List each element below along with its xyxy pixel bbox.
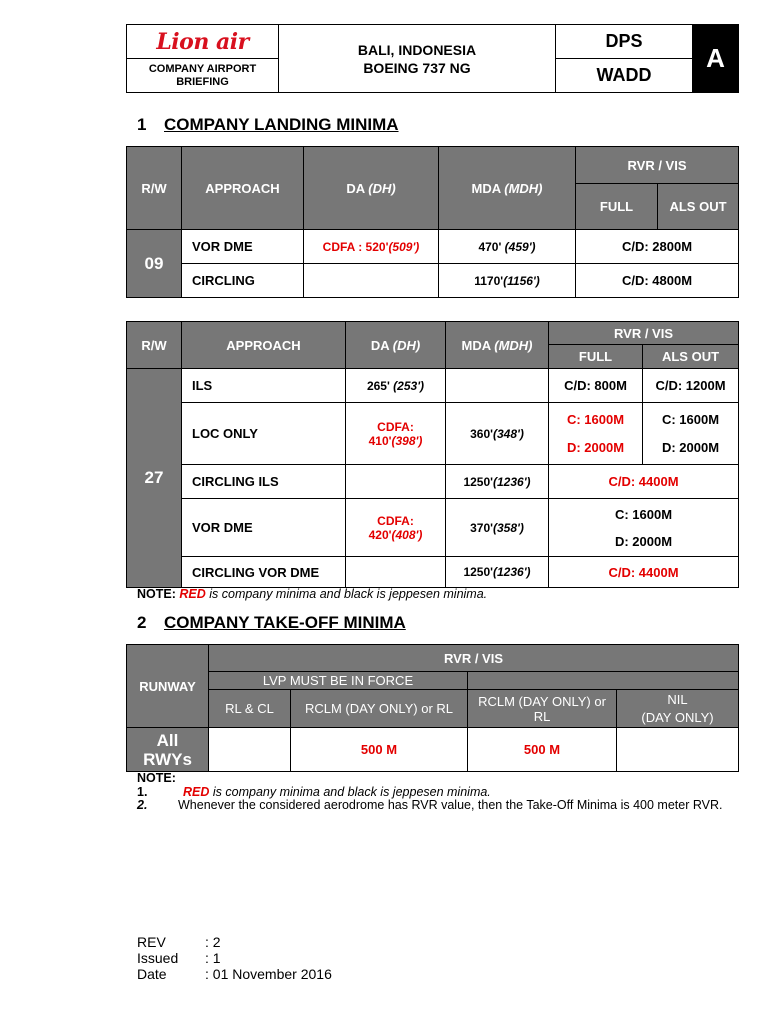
issued-value: : 1: [205, 950, 221, 966]
col-runway: RUNWAY: [127, 645, 209, 728]
approach-circling-ils: CIRCLING ILS: [182, 465, 346, 499]
rvr-value: C/D: 2800M: [576, 230, 739, 264]
landing-minima-rwy09-table: [126, 146, 739, 298]
da-value: [304, 264, 439, 298]
da-value: 265' (253'): [346, 369, 446, 403]
section1-title: COMPANY LANDING MINIMA: [164, 115, 399, 134]
revision-block: [137, 934, 332, 982]
company-briefing: COMPANY AIRPORT BRIEFING: [127, 59, 279, 93]
logo-text: Lion air: [156, 28, 249, 55]
rvr-full: C/D: 800M: [549, 369, 643, 403]
table-row: [127, 230, 739, 264]
value-rl-cl: [209, 728, 291, 772]
note-item-1-num: 1.: [137, 785, 148, 799]
section1-number: 1: [137, 115, 147, 134]
mda-value: 360'(348'): [446, 403, 549, 465]
note-takeoff-label: NOTE:: [137, 771, 176, 785]
col-approach: APPROACH: [182, 322, 346, 369]
rvr-als-out: C/D: 1200M: [643, 369, 739, 403]
col-mda: MDA (MDH): [439, 147, 576, 230]
col-rl-cl: RL & CL: [209, 690, 291, 728]
landing-minima-rwy27-table: [126, 321, 739, 588]
da-value: [346, 557, 446, 588]
note-item-1: RED is company minima and black is jeppesen minima.: [183, 785, 491, 799]
all-rwys: All RWYs: [127, 728, 209, 772]
issued-label: Issued: [137, 950, 179, 966]
header-box: [126, 24, 739, 93]
mda-value: 1170'(1156'): [439, 264, 576, 298]
location: BALI, INDONESIA: [357, 41, 477, 58]
value-rclm-2: 500 M: [468, 728, 617, 772]
rvr-als-out: C: 1600M D: 2000M: [643, 403, 739, 465]
rev-label: REV: [137, 934, 166, 950]
approach-vor-dme: VOR DME: [182, 499, 346, 557]
col-rvr-vis: RVR / VIS: [576, 147, 739, 184]
date-label: Date: [137, 966, 167, 982]
rvr-value: C/D: 4800M: [576, 264, 739, 298]
chart-letter: A: [693, 25, 739, 93]
lion-air-logo: [127, 25, 279, 59]
date-value: : 01 November 2016: [205, 966, 332, 982]
col-full: FULL: [549, 345, 643, 369]
location-cell: [279, 25, 556, 93]
col-rw: R/W: [127, 147, 182, 230]
section2-number: 2: [137, 613, 147, 632]
takeoff-minima-table: [126, 644, 739, 772]
value-nil: [617, 728, 739, 772]
da-value: [346, 465, 446, 499]
mda-value: 1250'(1236'): [446, 557, 549, 588]
col-als-out: ALS OUT: [643, 345, 739, 369]
mda-value: 370'(358'): [446, 499, 549, 557]
col-da: DA (DH): [346, 322, 446, 369]
col-rclm-1: RCLM (DAY ONLY) or RL: [291, 690, 468, 728]
col-als-out: ALS OUT: [658, 184, 739, 230]
note-item-2-num: 2.: [137, 798, 148, 812]
note-landing: NOTE: RED is company minima and black is jeppesen minima.: [137, 587, 488, 601]
aircraft-type: BOEING 737 NG: [363, 59, 471, 76]
mda-value: 1250'(1236'): [446, 465, 549, 499]
table-row: [127, 403, 739, 465]
table-row: [127, 369, 739, 403]
rvr-value: C/D: 4400M: [549, 557, 739, 588]
col-rw: R/W: [127, 322, 182, 369]
col-full: FULL: [576, 184, 658, 230]
note-item-2: Whenever the considered aerodrome has RVR value, then the Take-Off Minima is 400 meter RVR.: [178, 798, 723, 812]
section2-title: COMPANY TAKE-OFF MINIMA: [164, 613, 406, 632]
table-row: [127, 465, 739, 499]
iata-code: DPS: [556, 25, 693, 59]
mda-value: [446, 369, 549, 403]
icao-code: WADD: [556, 59, 693, 93]
mda-value: 470' (459'): [439, 230, 576, 264]
section2-heading: [137, 613, 406, 633]
col-approach: APPROACH: [182, 147, 304, 230]
approach-vor-dme: VOR DME: [182, 230, 304, 264]
approach-circling-vor-dme: CIRCLING VOR DME: [182, 557, 346, 588]
rvr-value: C: 1600M D: 2000M: [549, 499, 739, 557]
approach-circling: CIRCLING: [182, 264, 304, 298]
col-rvr-vis: RVR / VIS: [209, 645, 739, 672]
col-rclm-2: RCLM (DAY ONLY) or RL: [468, 690, 617, 728]
runway-09: 09: [127, 230, 182, 298]
rev-value: : 2: [205, 934, 221, 950]
rvr-full: C: 1600M D: 2000M: [549, 403, 643, 465]
approach-loc-only: LOC ONLY: [182, 403, 346, 465]
runway-27: 27: [127, 369, 182, 588]
col-rvr-vis: RVR / VIS: [549, 322, 739, 345]
col-lvp-empty: [468, 672, 739, 690]
table-row: [127, 264, 739, 298]
col-da: DA (DH): [304, 147, 439, 230]
rvr-value: C/D: 4400M: [549, 465, 739, 499]
table-row: [127, 499, 739, 557]
da-value: CDFA : 520'(509'): [304, 230, 439, 264]
col-lvp: LVP MUST BE IN FORCE: [209, 672, 468, 690]
col-nil: NIL (DAY ONLY): [617, 690, 739, 728]
section1-heading: [137, 115, 399, 135]
col-mda: MDA (MDH): [446, 322, 549, 369]
table-row: [127, 728, 739, 772]
da-value: CDFA: 420'(408'): [346, 499, 446, 557]
value-rclm-1: 500 M: [291, 728, 468, 772]
da-value: CDFA: 410'(398'): [346, 403, 446, 465]
table-row: [127, 557, 739, 588]
approach-ils: ILS: [182, 369, 346, 403]
